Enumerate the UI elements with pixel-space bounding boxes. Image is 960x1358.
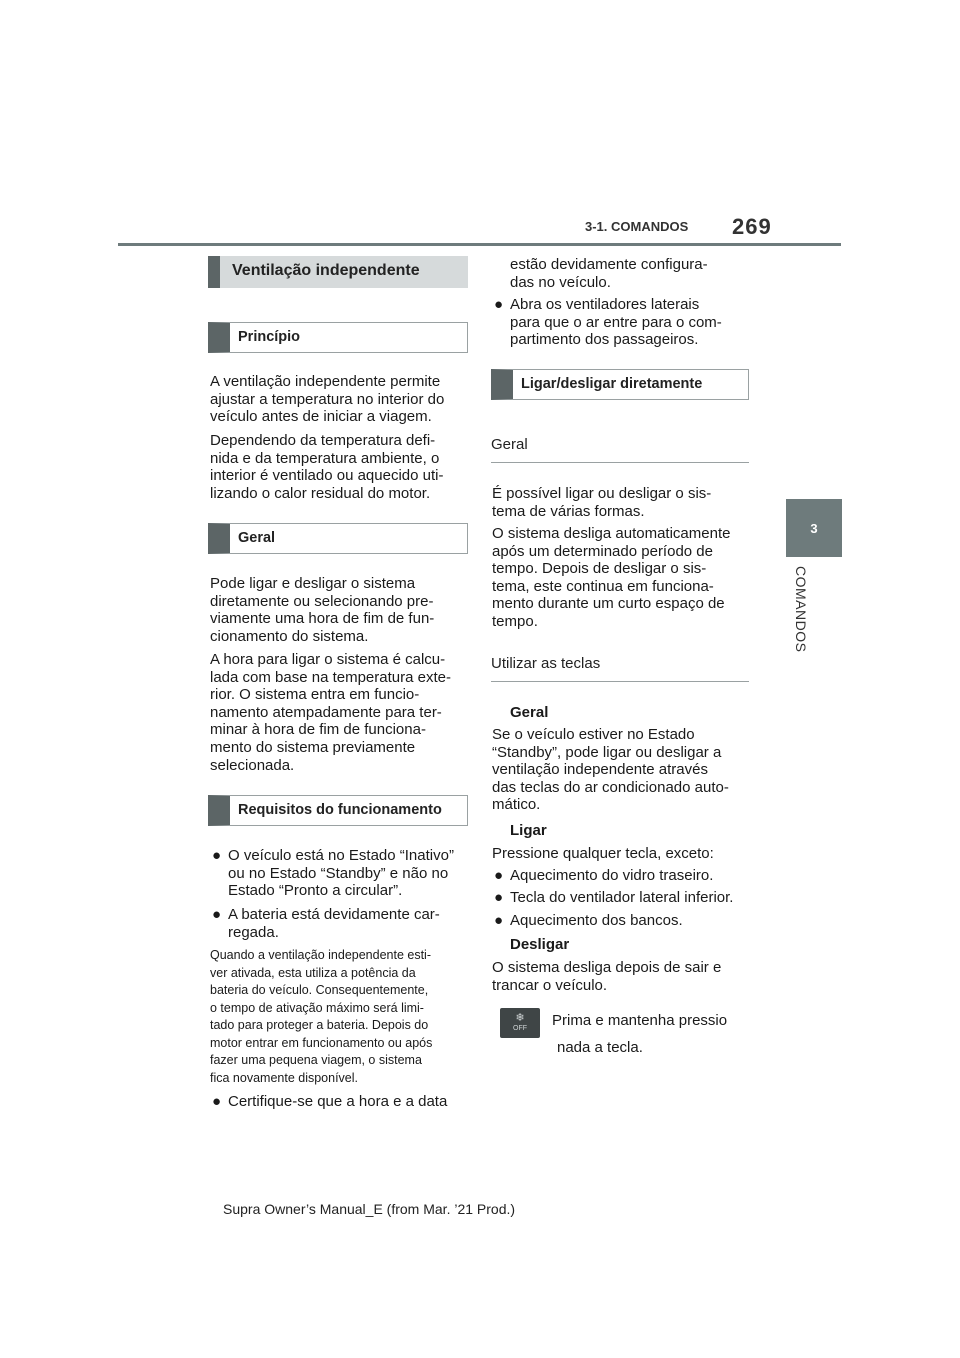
fan-off-key-icon: ❄ OFF (500, 1008, 540, 1038)
footer-text: Supra Owner’s Manual_E (from Mar. ’21 Prod.) (223, 1201, 516, 1217)
bullet-item: ● Aquecimento do vidro traseiro. (494, 867, 714, 884)
bullet-item: ● Tecla do ventilador lateral inferior. (494, 889, 734, 906)
bullet-item: ● Certifique-se que a hora e a data (212, 1093, 448, 1110)
subheading-geral: Geral (510, 704, 549, 721)
chapter-label: COMANDOS (793, 566, 809, 653)
bullet-icon: ● (212, 906, 222, 923)
heading-geral: Geral (208, 523, 468, 554)
section-title: 3-1. COMANDOS (585, 219, 689, 234)
heading-ventilacao-independente: Ventilação independente (208, 256, 468, 288)
heading-principio: Princípio (208, 322, 468, 353)
geral-paragraph-1: Pode ligar e desligar o sistema diretamente ou selecionando pre- viamente uma hora de fim de fun- cionamento do sistema. (210, 575, 435, 645)
heading-ligar-desligar: Ligar/desligar diretamente (491, 369, 749, 400)
principio-paragraph-1: A ventilação independente permite ajustar a temperatura no interior do veículo antes de iniciar a viagem. (210, 373, 445, 426)
bullet-icon: ● (494, 912, 504, 929)
ligar-paragraph-2: O sistema desliga automaticamente após um determinado período de tempo. Depois de desligar o sis- tema, este continua em funciona- mento durante um curto espaço de tempo. (492, 525, 731, 630)
bullet-item: ● Aquecimento dos bancos. (494, 912, 683, 929)
ligar-paragraph-1: É possível ligar ou desligar o sis- tema de várias formas. (492, 485, 712, 520)
geral-teclas-text: Se o veículo estiver no Estado “Standby”, pode ligar ou desligar a ventilação independente através das teclas do ar condicionado auto- mático. (492, 726, 729, 814)
bullet-item: ● A bateria está devidamente car- regada. (212, 906, 440, 941)
header-rule (118, 243, 841, 246)
icon-instruction-line-1: Prima e mantenha pressio (552, 1012, 728, 1029)
ligar-text: Pressione qualquer tecla, exceto: (492, 845, 714, 862)
principio-paragraph-2: Dependendo da temperatura defi- nida e da temperatura ambiente, o interior é ventilado ou aquecido uti- lizando o calor residual do motor. (210, 432, 444, 502)
geral-paragraph-2: A hora para ligar o sistema é calcu- lada com base na temperatura exte- rior. O sistema entra em funcio- namento atempadamente para ter- minar à hora de fim de funciona- mento do sistema previamente selecionada. (210, 651, 451, 774)
subheading-desligar: Desligar (510, 936, 570, 953)
desligar-text: O sistema desliga depois de sair e trancar o veículo. (492, 959, 722, 994)
heading-requisitos: Requisitos do funcionamento (208, 795, 468, 826)
bullet-item: ● O veículo está no Estado “Inativo” ou no Estado “Standby” e não no Estado “Pronto a circular”. (212, 847, 454, 900)
page-number: 269 (732, 214, 772, 239)
subheading-ligar: Ligar (510, 822, 547, 839)
bullet-item: ● Abra os ventiladores laterais para que o ar entre para o com- partimento dos passageiros. (494, 296, 722, 349)
bullet-icon: ● (212, 1093, 222, 1110)
heading-geral-right: Geral (491, 430, 749, 463)
bullet-icon: ● (494, 296, 504, 313)
bullet-icon: ● (494, 889, 504, 906)
bullet-icon: ● (212, 847, 222, 864)
bullet-continuation: estão devidamente configura- das no veículo. (510, 256, 708, 291)
icon-instruction-line-2: nada a tecla. (557, 1039, 643, 1056)
bullet-icon: ● (494, 867, 504, 884)
battery-note: Quando a ventilação independente esti- ver ativada, esta utiliza a potência da bateria do veículo. Consequentemente, o tempo de ativação máximo será limi- tado para proteger a bateria. Depois do motor entrar em funcionamento ou após fazer uma pequena viagem, o sistema fica novamente disponível. (210, 948, 433, 1085)
chapter-tab[interactable]: 3 (786, 499, 842, 557)
heading-utilizar-teclas: Utilizar as teclas (491, 649, 749, 682)
